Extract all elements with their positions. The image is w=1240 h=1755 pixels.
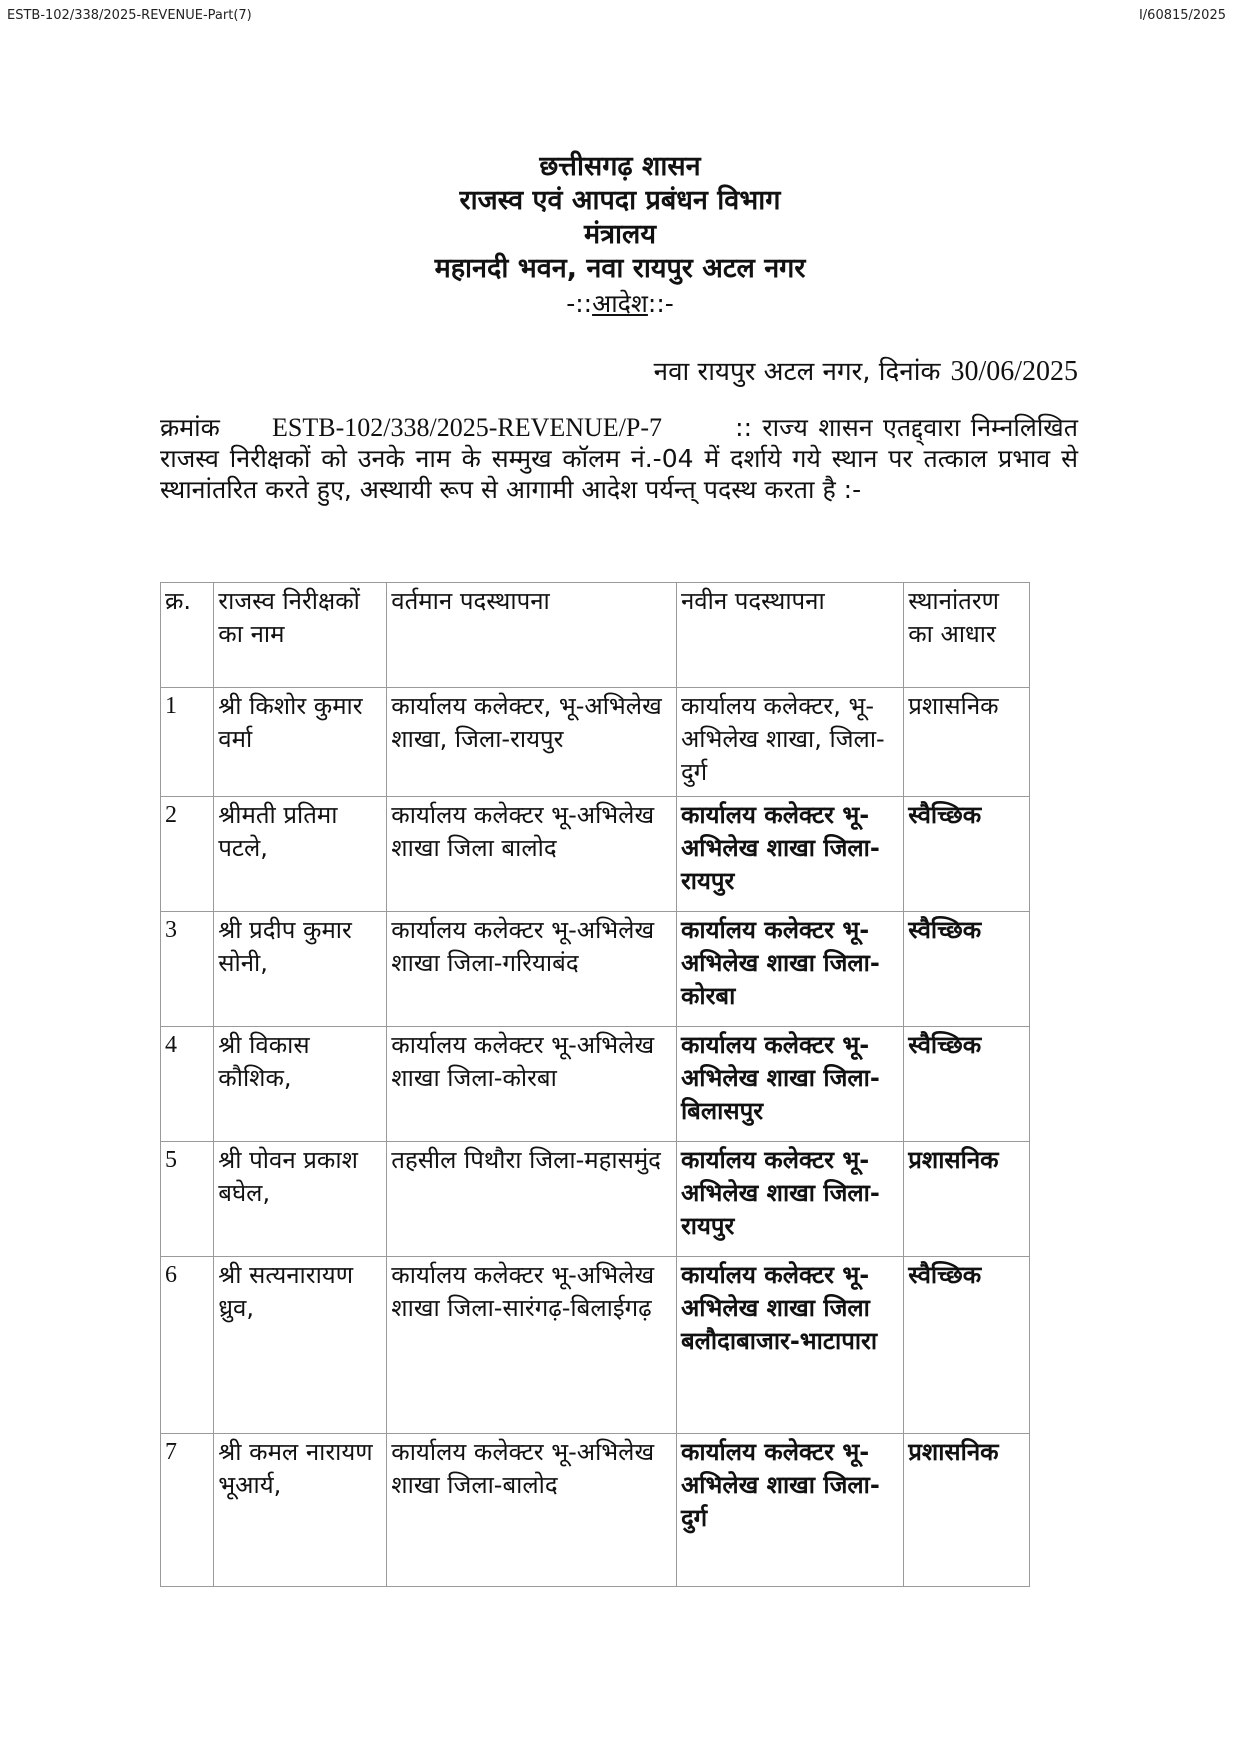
order-suffix: ::- <box>647 289 674 318</box>
table-row <box>161 1257 1030 1434</box>
table-row <box>161 1027 1030 1142</box>
cell-name: श्री पोवन प्रकाश बघेल, <box>214 1142 387 1257</box>
cell-serial: 6 <box>161 1257 214 1434</box>
table-row <box>161 912 1030 1027</box>
cell-serial: 2 <box>161 797 214 912</box>
cell-name: श्री प्रदीप कुमार सोनी, <box>214 912 387 1027</box>
header-transfer-basis: स्थानांतरण का आधार <box>904 583 1030 688</box>
cell-new-posting: कार्यालय कलेक्टर भू-अभिलेख शाखा जिला-बिलासपुर <box>676 1027 903 1142</box>
cell-new-posting: कार्यालय कलेक्टर भू-अभिलेख शाखा जिला-रायपुर <box>676 797 903 912</box>
cell-serial: 3 <box>161 912 214 1027</box>
cell-new-posting: कार्यालय कलेक्टर भू-अभिलेख शाखा जिला- कोरबा <box>676 912 903 1027</box>
cell-name: श्री कमल नारायण भूआर्य, <box>214 1434 387 1587</box>
order-number-label: क्रमांक <box>160 413 220 442</box>
table-row <box>161 1434 1030 1587</box>
cell-transfer-basis: स्वैच्छिक <box>904 1027 1030 1142</box>
cell-current-posting: कार्यालय कलेक्टर भू-अभिलेख शाखा जिला-बालोद <box>387 1434 677 1587</box>
table-row <box>161 797 1030 912</box>
cell-new-posting: कार्यालय कलेक्टर, भू-अभिलेख शाखा, जिला-दुर्ग <box>676 688 903 797</box>
cell-transfer-basis: प्रशासनिक <box>904 1142 1030 1257</box>
cell-serial: 5 <box>161 1142 214 1257</box>
place-label: नवा रायपुर अटल नगर, दिनांक <box>653 357 941 387</box>
cell-transfer-basis: स्वैच्छिक <box>904 797 1030 912</box>
cell-serial: 1 <box>161 688 214 797</box>
receipt-number: I/60815/2025 <box>1138 8 1226 23</box>
cell-transfer-basis: प्रशासनिक <box>904 688 1030 797</box>
file-reference: ESTB-102/338/2025-REVENUE-Part(7) <box>7 8 252 23</box>
table-row <box>161 688 1030 797</box>
cell-transfer-basis: स्वैच्छिक <box>904 1257 1030 1434</box>
cell-current-posting: कार्यालय कलेक्टर भू-अभिलेख शाखा जिला-सारंगढ़-बिलाईगढ़ <box>387 1257 677 1434</box>
header-name: राजस्व निरीक्षकों का नाम <box>214 583 387 688</box>
cell-serial: 4 <box>161 1027 214 1142</box>
cell-new-posting: कार्यालय कलेक्टर भू-अभिलेख शाखा जिला-दुर्ग <box>676 1434 903 1587</box>
office-address: महानदी भवन, नवा रायपुर अटल नगर <box>434 253 806 284</box>
department-name: राजस्व एवं आपदा प्रबंधन विभाग <box>459 185 781 216</box>
order-prefix: -:: <box>566 289 593 318</box>
cell-new-posting: कार्यालय कलेक्टर भू-अभिलेख शाखा जिला-रायपुर <box>676 1142 903 1257</box>
order-body <box>160 412 1078 505</box>
header-new-posting: नवीन पदस्थापना <box>676 583 903 688</box>
cell-serial: 7 <box>161 1434 214 1587</box>
order-word: आदेश <box>592 289 648 318</box>
cell-transfer-basis: स्वैच्छिक <box>904 912 1030 1027</box>
transfer-table <box>160 582 1030 1587</box>
header-serial: क्र. <box>161 583 214 688</box>
government-name: छत्तीसगढ़ शासन <box>539 151 701 182</box>
cell-current-posting: कार्यालय कलेक्टर भू-अभिलेख शाखा जिला-कोरबा <box>387 1027 677 1142</box>
order-text: :: राज्य शासन एतद्द्वारा निम्नलिखित राजस्व निरीक्षकों को उनके नाम के सम्मुख कॉलम नं.-04 में दर्शाये गये स्थान पर तत्काल प्रभाव से स्थानांतरित करते हुए, अस्थायी रूप से आगामी आदेश पर्यन्त् पदस्थ करता है :- <box>160 413 1079 504</box>
cell-new-posting: कार्यालय कलेक्टर भू-अभिलेख शाखा जिला बलौदाबाजार-भाटापारा <box>676 1257 903 1434</box>
header-current-posting: वर्तमान पदस्थापना <box>387 583 677 688</box>
cell-current-posting: तहसील पिथौरा जिला-महासमुंद <box>387 1142 677 1257</box>
ministry-label: मंत्रालय <box>583 219 656 250</box>
order-title <box>0 288 1240 320</box>
cell-current-posting: कार्यालय कलेक्टर भू-अभिलेख शाखा जिला-गरियाबंद <box>387 912 677 1027</box>
cell-current-posting: कार्यालय कलेक्टर, भू-अभिलेख शाखा, जिला-रायपुर <box>387 688 677 797</box>
order-date: 30/06/2025 <box>950 356 1078 387</box>
cell-name: श्रीमती प्रतिमा पटले, <box>214 797 387 912</box>
order-number: ESTB-102/338/2025-REVENUE/P-7 <box>272 413 663 442</box>
cell-transfer-basis: प्रशासनिक <box>904 1434 1030 1587</box>
letterhead <box>0 150 1240 320</box>
cell-name: श्री विकास कौशिक, <box>214 1027 387 1142</box>
cell-current-posting: कार्यालय कलेक्टर भू-अभिलेख शाखा जिला बालोद <box>387 797 677 912</box>
table-header-row <box>161 583 1030 688</box>
table-row <box>161 1142 1030 1257</box>
cell-name: श्री सत्यनारायण ध्रुव, <box>214 1257 387 1434</box>
cell-name: श्री किशोर कुमार वर्मा <box>214 688 387 797</box>
place-and-date <box>654 352 1078 388</box>
